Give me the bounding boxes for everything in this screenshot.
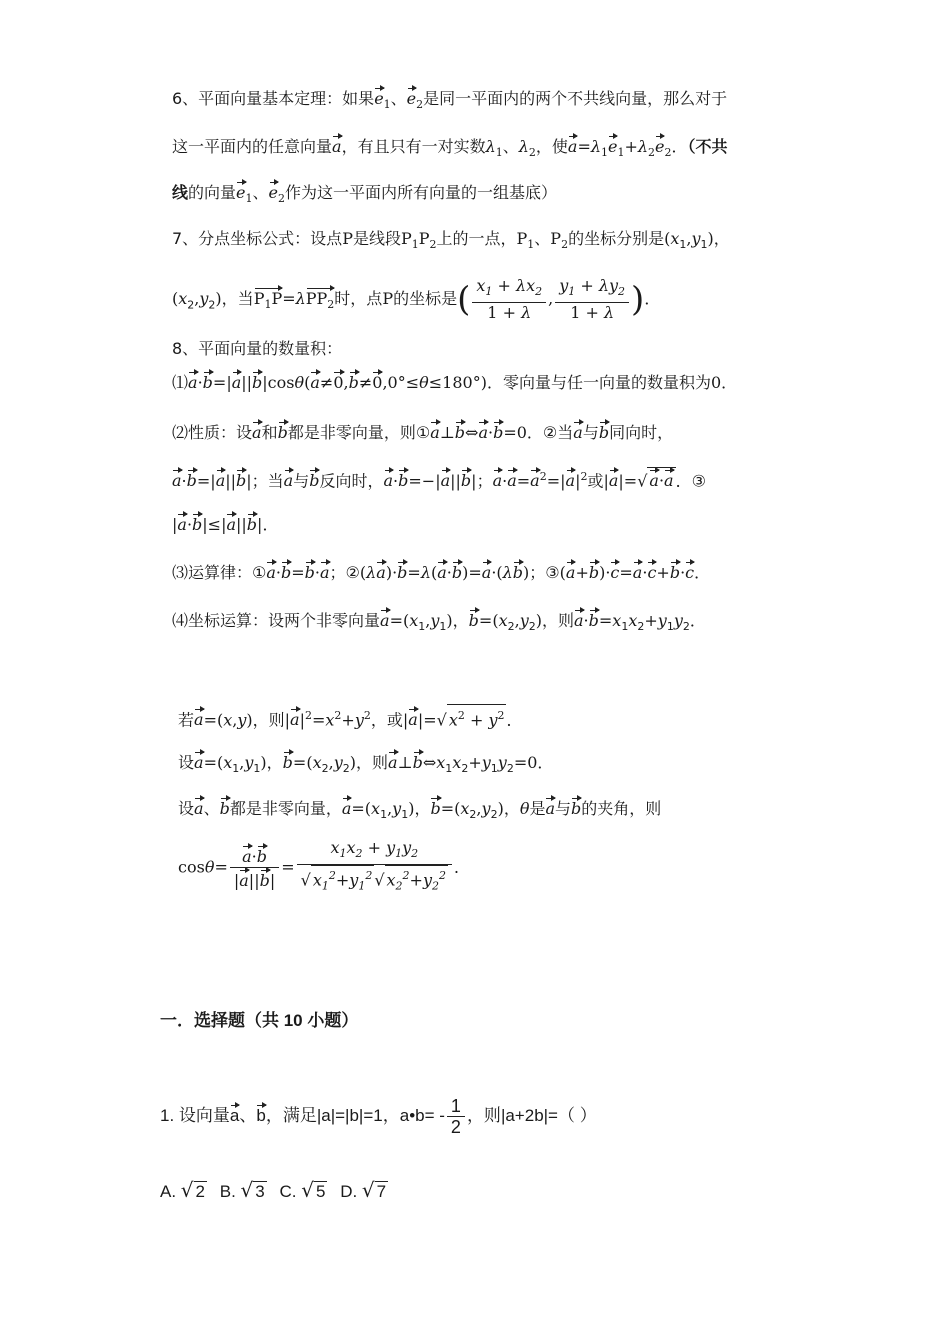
text: 反向时， xyxy=(319,471,384,491)
answer-options xyxy=(160,1178,396,1202)
option-label: D. xyxy=(340,1182,358,1201)
text: 是同一平面内的两个不共线向量，那么对于 xyxy=(423,89,728,108)
text: ．②当 xyxy=(526,423,574,442)
option-value: 3 xyxy=(255,1182,265,1201)
text: 与 xyxy=(555,799,572,818)
text: ，使 xyxy=(535,137,568,156)
text: 这一平面内的任意向量 xyxy=(172,137,333,156)
theorem-6-line-1: 6、平面向量基本定理：如果$e_1$、$e_2$是同一平面内的两个不共线向量，那么对于 xyxy=(172,86,727,116)
text: 都是非零向量，则① xyxy=(287,423,431,442)
text: 的坐标是 xyxy=(393,289,458,309)
question-text: 1. 设向量 xyxy=(160,1105,230,1125)
theorem-8-item-2-line-3: |a·b|≤|a||b|． xyxy=(172,512,278,536)
option-a[interactable]: A. √ 2 xyxy=(160,1178,206,1202)
text: 和 xyxy=(261,423,278,442)
coord-line-2: 设$a=(x_1,y_1)$，$b=(x_2,y_2)$，则$a\perp b\Leftrightarrow x_1x_2+y_1y_2=0$． xyxy=(178,750,553,780)
text: ⑷坐标运算：设两个非零向量 xyxy=(172,611,381,630)
text: 同向时， xyxy=(609,423,674,442)
text: 若 xyxy=(178,710,195,730)
option-label: A. xyxy=(160,1182,177,1201)
fraction-denominator: 2 xyxy=(450,1117,461,1137)
text: 是 xyxy=(529,799,546,818)
text: 6、平面向量基本定理：如果 xyxy=(172,89,375,108)
option-value: 7 xyxy=(376,1182,387,1201)
question-text: ，则 xyxy=(466,1105,501,1125)
text: ，则 xyxy=(252,710,285,730)
theorem-8-item-4: ⑷坐标运算：设两个非零向量$a=(x_1,y_1)$，$b=(x_2,y_2)$，则$a\cdot b=x_1x_2+y_1y_2$． xyxy=(172,608,706,638)
text: 或 xyxy=(587,471,604,491)
text: 都是非零向量， xyxy=(229,799,342,818)
text: 与 xyxy=(293,471,310,491)
text: 设 xyxy=(178,799,195,818)
text: ．零向量与任一向量的数量积为 xyxy=(486,373,711,392)
text: ．③ xyxy=(675,471,706,491)
answer-blank: （ ） xyxy=(558,1105,597,1125)
text: 的向量 xyxy=(188,183,237,202)
text: 的夹角，则 xyxy=(581,799,662,818)
question-1: 1. 设向量a、b，满足|a|=|b|=1，a•b= - $\frac{1}{2}$ ，则|a+2b|=（ ） xyxy=(160,1096,597,1137)
option-d[interactable]: D. √ 7 xyxy=(340,1178,387,1202)
text: ，当 xyxy=(221,289,254,309)
text: 时，点 xyxy=(334,289,383,309)
coord-line-3: 设a、b都是非零向量，$a=(x_1,y_1)$，$b=(x_2,y_2)$，θ是a与b的夹角，则 xyxy=(178,796,661,826)
text: 上的一点， xyxy=(436,229,517,248)
option-value: 5 xyxy=(315,1182,326,1201)
text: ；当 xyxy=(251,471,284,491)
text: 的坐标分别是 xyxy=(568,229,665,248)
section-title: 一．选择题（共 10 小题） xyxy=(160,1011,359,1030)
theorem-7-line-1: 7、分点坐标公式：设点P是线段$P_1P_2$上的一点，$P_1$、$P_2$的坐标分别是$(x_1,y_1)$， xyxy=(172,229,730,252)
bold-text: 线 xyxy=(172,183,189,202)
question-condition: |a|=|b|=1， xyxy=(316,1105,400,1125)
theorem-7-line-2: $(x_2,y_2)$，当$P_1P=\lambda PP_2$时，点P的坐标是( $\frac{x_1 + \lambda x_2}{1 + \lambda}$ , $\frac{y_1 + \lambda y_2}{1 + \lambda}$ )． xyxy=(172,276,661,323)
fraction-numerator: 1 xyxy=(447,1096,465,1117)
text: 与 xyxy=(582,423,599,442)
text: ，有且只有一对实数 xyxy=(341,137,486,156)
option-c[interactable]: C. √ 5 xyxy=(279,1178,326,1202)
text: 、 xyxy=(390,89,407,108)
option-b[interactable]: B. √ 3 xyxy=(219,1178,265,1202)
option-value: 2 xyxy=(195,1182,206,1201)
theorem-8-item-3: ⑶运算律：①a·b=b·a；②(λa)·b=λ(a·b)=a·(λb)；③(a+b)·c=a·c+b·c． xyxy=(172,560,710,584)
text: ⑵性质：设 xyxy=(172,423,253,442)
text: 设 xyxy=(178,753,195,772)
cos-formula: cosθ= $\frac{a\cdot b}{|a||b|}$ = $\frac{x_1x_2 + y_1y_2}{√ x_1^2+y_1^2 √ x_2^2+y_2^2}$ ． xyxy=(178,838,470,897)
theorem-8-item-2-line-1: ⑵性质：设a和b都是非零向量，则①a⊥b⇔a·b=0．②当a与b同向时， xyxy=(172,420,673,444)
text: 是线段 xyxy=(352,229,401,248)
option-label: B. xyxy=(219,1182,236,1201)
theorem-8-title xyxy=(172,338,342,360)
coord-line-1: 若a=(x,y)，则$|a|^2=x^2+y^2$，或|a|=√ $x^2 + y^2$ ． xyxy=(178,704,523,731)
text: ⑶运算律：① xyxy=(172,563,267,582)
text: 、 xyxy=(203,799,220,818)
question-text: ，满足 xyxy=(265,1105,317,1125)
theorem-8-item-2-line-2: a·b=|a||b|；当a与b反向时，a·b=−|a||b|；$a\cdot a=a^2=|a|^2$或|a|=√ a·a ．③ xyxy=(172,466,706,492)
question-condition: a•b= - xyxy=(399,1105,445,1125)
text: ，或 xyxy=(370,710,403,730)
text: 8、平面向量的数量积： xyxy=(172,339,343,358)
text: ，则 xyxy=(541,611,574,630)
theorem-8-item-1: ⑴a·b=|a||b|cosθ(a≠0,b≠0,0°≤θ≤180°)．零向量与任一向量的数量积为0． xyxy=(172,370,737,394)
theorem-6-line-2: 这一平面内的任意向量a，有且只有一对实数$\lambda_1$、$\lambda_2$，使$a=\lambda_1e_1+\lambda_2e_2$．（不共 xyxy=(172,134,728,164)
question-text: 、 xyxy=(239,1105,257,1125)
text: ，则 xyxy=(355,753,388,772)
text: 7、分点坐标公式：设点 xyxy=(172,229,343,248)
text: 作为这一平面内所有向量的一组基底） xyxy=(284,183,557,202)
bold-text: （不共 xyxy=(687,137,728,156)
question-expression: |a+2b|= xyxy=(500,1105,558,1125)
option-label: C. xyxy=(279,1182,297,1201)
theorem-6-line-3: 线的向量$e_1$、$e_2$作为这一平面内所有向量的一组基底） xyxy=(172,180,557,210)
